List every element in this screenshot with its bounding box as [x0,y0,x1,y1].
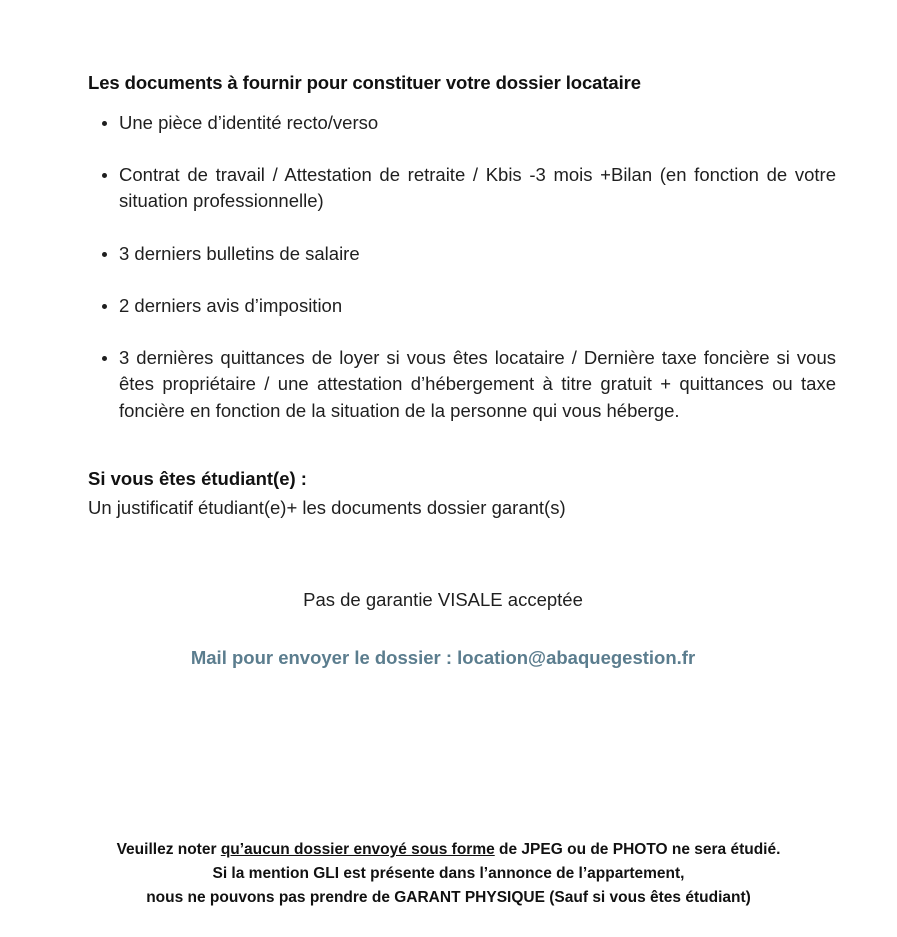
student-section [88,466,836,521]
student-section-title: Si vous êtes étudiant(e) : [88,468,307,490]
document-content [88,70,836,669]
list-item: Contrat de travail / Attestation de retraite / Kbis -3 mois +Bilan (en fonction de votre situation professionnelle) [88,162,836,215]
footer-line-1-start: Veuillez noter [116,841,221,858]
contact-mail-line[interactable]: Mail pour envoyer le dossier : location@abaquegestion.fr [190,646,696,668]
list-item: Une pièce d’identité recto/verso [88,110,836,136]
footer-notice [0,838,897,910]
required-documents-list [88,110,836,424]
list-item: 3 derniers bulletins de salaire [88,241,836,267]
visale-note: Pas de garantie VISALE acceptée [303,588,583,610]
student-section-text: Un justificatif étudiant(e)+ les documents dossier garant(s) [88,496,566,518]
footer-line-1 [0,838,897,862]
list-item: 3 dernières quittances de loyer si vous êtes locataire / Dernière taxe foncière si vous êtes propriétaire / une attestation d’hébergement à titre gratuit + quittances ou taxe foncière en fonction de la situation de la personne qui vous héberge. [88,345,836,424]
list-item: 2 derniers avis d’imposition [88,293,836,319]
footer-line-1-end: de JPEG ou de PHOTO ne sera étudié. [494,841,781,858]
page-title: Les documents à fournir pour constituer votre dossier locataire [88,72,641,93]
footer-line-2: Si la mention GLI est présente dans l’annonce de l’appartement, [212,865,685,883]
footer-line-3: nous ne pouvons pas prendre de GARANT PHYSIQUE (Sauf si vous êtes étudiant) [146,889,751,907]
footer-line-1-underlined: qu’aucun dossier envoyé sous forme [220,841,495,858]
